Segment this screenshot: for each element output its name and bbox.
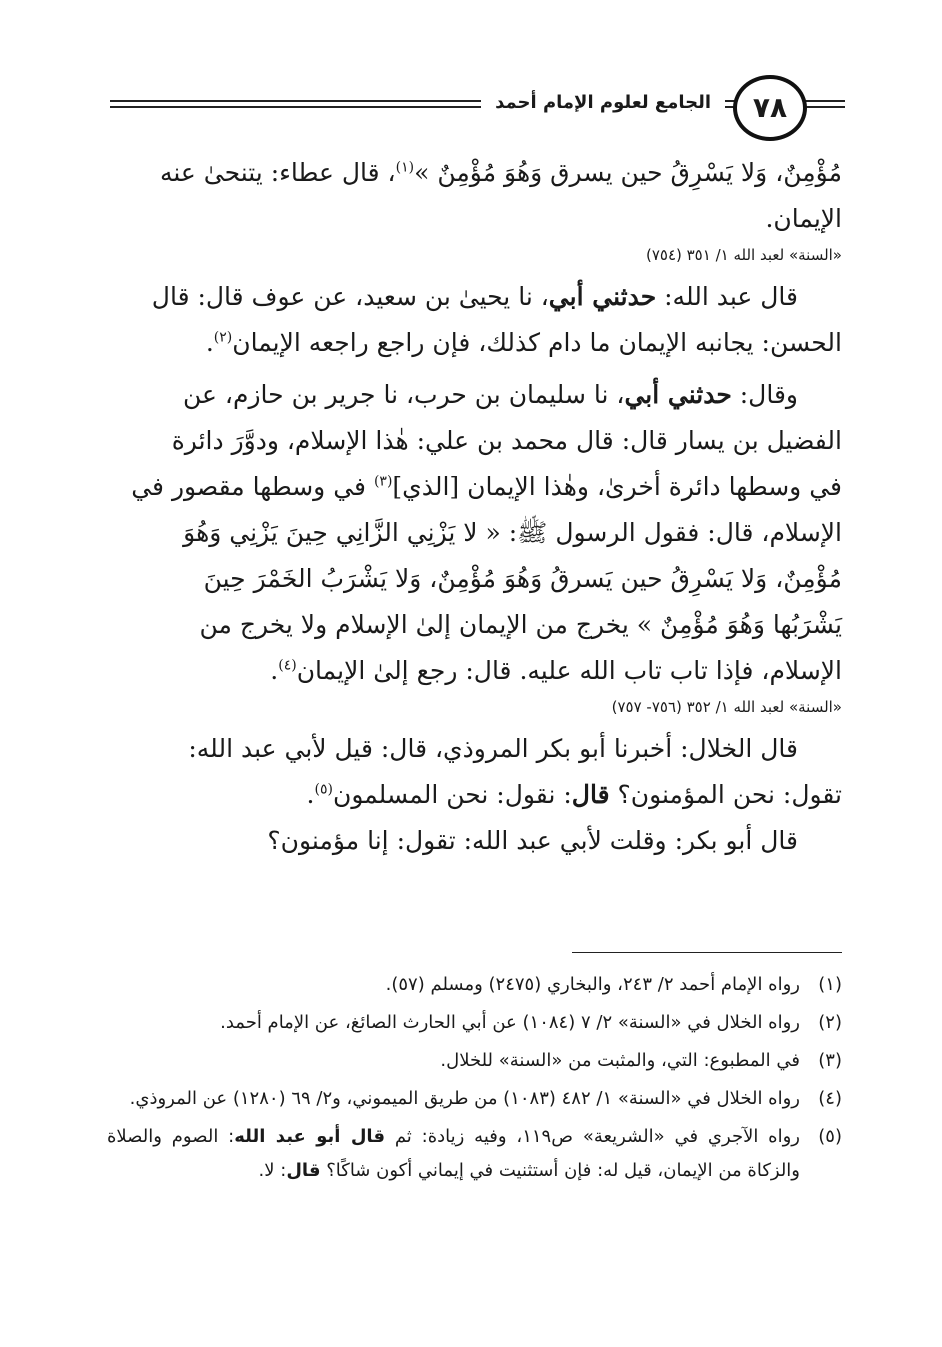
paragraph-4-line-2 (107, 772, 842, 818)
text: ، قال عطاء: يتنحىٰ عنه (159, 158, 396, 187)
text: : نقول: نحن المسلمون (332, 780, 572, 809)
footnote-text (107, 1120, 800, 1188)
footnote-text: رواه الخلال في «السنة» ١/ ٤٨٢ (١٠٨٣) من طريق الميموني، و٢/ ٦٩ (١٢٨٠) عن المروذي. (129, 1088, 800, 1109)
footnote-ref-4[interactable]: (٤) (278, 657, 297, 674)
footnote-number: (٢) (818, 1012, 842, 1033)
text: الحسن: يجانبه الإيمان ما دام كذلك، فإن راجع راجعه الإيمان (232, 328, 842, 357)
footnote-separator (572, 952, 842, 953)
footnote-5 (107, 1120, 842, 1188)
text: مُؤْمِنٌ، وَلا يَسْرِقُ حين يسرق وَهُوَ مُؤْمِنٌ » (414, 158, 842, 187)
text: تقول: نحن المؤمنون؟ (609, 780, 842, 809)
footnote-ref-3[interactable]: (٣) (373, 473, 393, 490)
narrator-bold: حدثني أبي (548, 282, 657, 311)
text: . (270, 656, 279, 685)
paragraph-3-line-2: الفضيل بن يسار قال: قال محمد بن علي: هٰذا الإسلام، ودوَّرَ دائرة (171, 426, 842, 455)
text-bold: قال (286, 1160, 321, 1181)
paragraph-2 (107, 274, 842, 366)
text: الإسلام، فإذا تاب تاب الله عليه. قال: رجع إلىٰ الإيمان (296, 656, 842, 685)
text: قال عبد الله: (656, 282, 798, 311)
paragraph-1-line-1 (107, 150, 842, 196)
footnote-ref-2[interactable]: (٢) (213, 329, 233, 346)
text: ، نا سليمان بن حرب، نا جرير بن حازم، عن (183, 380, 625, 409)
paragraph-3-line-4: الإسلام، قال: فقول الرسول ﷺ: « لا يَزْنِي الزَّانِي حِينَ يَزْنِي وَهُوَ (183, 518, 842, 547)
paragraph-5: قال أبو بكر: وقلت لأبي عبد الله: تقول: إنا مؤمنون؟ (267, 826, 798, 855)
running-header-title: الجامع لعلوم الإمام أحمد (481, 88, 725, 118)
text: : الصوم والصلاة والزكاة من الإيمان، قيل له: فإن أستثنيت في إيماني أكون شاكًا؟ (107, 1126, 800, 1181)
paragraph-3 (107, 372, 842, 418)
text: رواه الآجري في «الشريعة» ص١١٩، وفيه زيادة: ثم (384, 1126, 800, 1147)
text: : لا. (258, 1160, 287, 1181)
footnote-text: في المطبوع: التي، والمثبت من «السنة» للخلال. (440, 1050, 800, 1071)
page-number-badge: ٧٨ (733, 75, 807, 141)
paragraph-3-line-3 (107, 464, 842, 510)
footnote-number: (٥) (818, 1126, 842, 1147)
text: . (205, 328, 214, 357)
text: في وسطها مقصور في (131, 472, 374, 501)
footnote-number: (٤) (818, 1088, 842, 1109)
footnote-ref-1[interactable]: (١) (395, 159, 415, 176)
footnote-3 (107, 1044, 842, 1078)
paragraph-4-line-1: قال الخلال: أخبرنا أبو بكر المروذي، قال: قيل لأبي عبد الله: (188, 734, 798, 763)
text: ، نا يحيىٰ بن سعيد، عن عوف قال: قال (151, 282, 549, 311)
footnote-2 (107, 1006, 842, 1040)
footnote-text: رواه الإمام أحمد ٢/ ٢٤٣، والبخاري (٢٤٧٥) ومسلم (٥٧). (385, 974, 800, 995)
source-citation-2: «السنة» لعبد الله ١/ ٣٥٢ (٧٥٦- ٧٥٧) (611, 698, 842, 716)
paragraph-3-line-5: مُؤْمِنٌ، وَلا يَسْرِقُ حين يَسرقُ وَهُوَ مُؤْمِنٌ، وَلا يَشْرَبُ الخَمْرَ حِينَ (203, 564, 842, 593)
footnote-ref-5[interactable]: (٥) (314, 781, 333, 798)
source-citation-1: «السنة» لعبد الله ١/ ٣٥١ (٧٥٤) (645, 246, 842, 264)
footnote-text: رواه الخلال في «السنة» ٢/ ٧ (١٠٨٤) عن أبي الحارث الصائغ، عن الإمام أحمد. (220, 1012, 800, 1033)
footnote-number: (١) (818, 974, 842, 995)
text: . (306, 780, 315, 809)
qala-bold: قال (571, 780, 610, 809)
footnote-1 (107, 968, 842, 1002)
text: وقال: (731, 380, 798, 409)
narrator-bold: حدثني أبي (624, 380, 732, 409)
paragraph-3-line-6: يَشْرَبُها وَهُوَ مُؤْمِنٌ » يخرج من الإيمان إلىٰ الإسلام ولا يخرج من (199, 610, 842, 639)
text: في وسطها دائرة أخرىٰ، وهٰذا الإيمان [الذي] (392, 472, 842, 501)
footnote-number: (٣) (818, 1050, 842, 1071)
main-text (107, 150, 842, 864)
footnotes (107, 968, 842, 1192)
footnote-4 (107, 1082, 842, 1116)
paragraph-1-line-2: الإيمان. (765, 204, 842, 233)
running-header (110, 70, 845, 140)
text-bold: قال أبو عبد الله (234, 1126, 385, 1147)
paragraph-3-line-7 (107, 648, 842, 694)
